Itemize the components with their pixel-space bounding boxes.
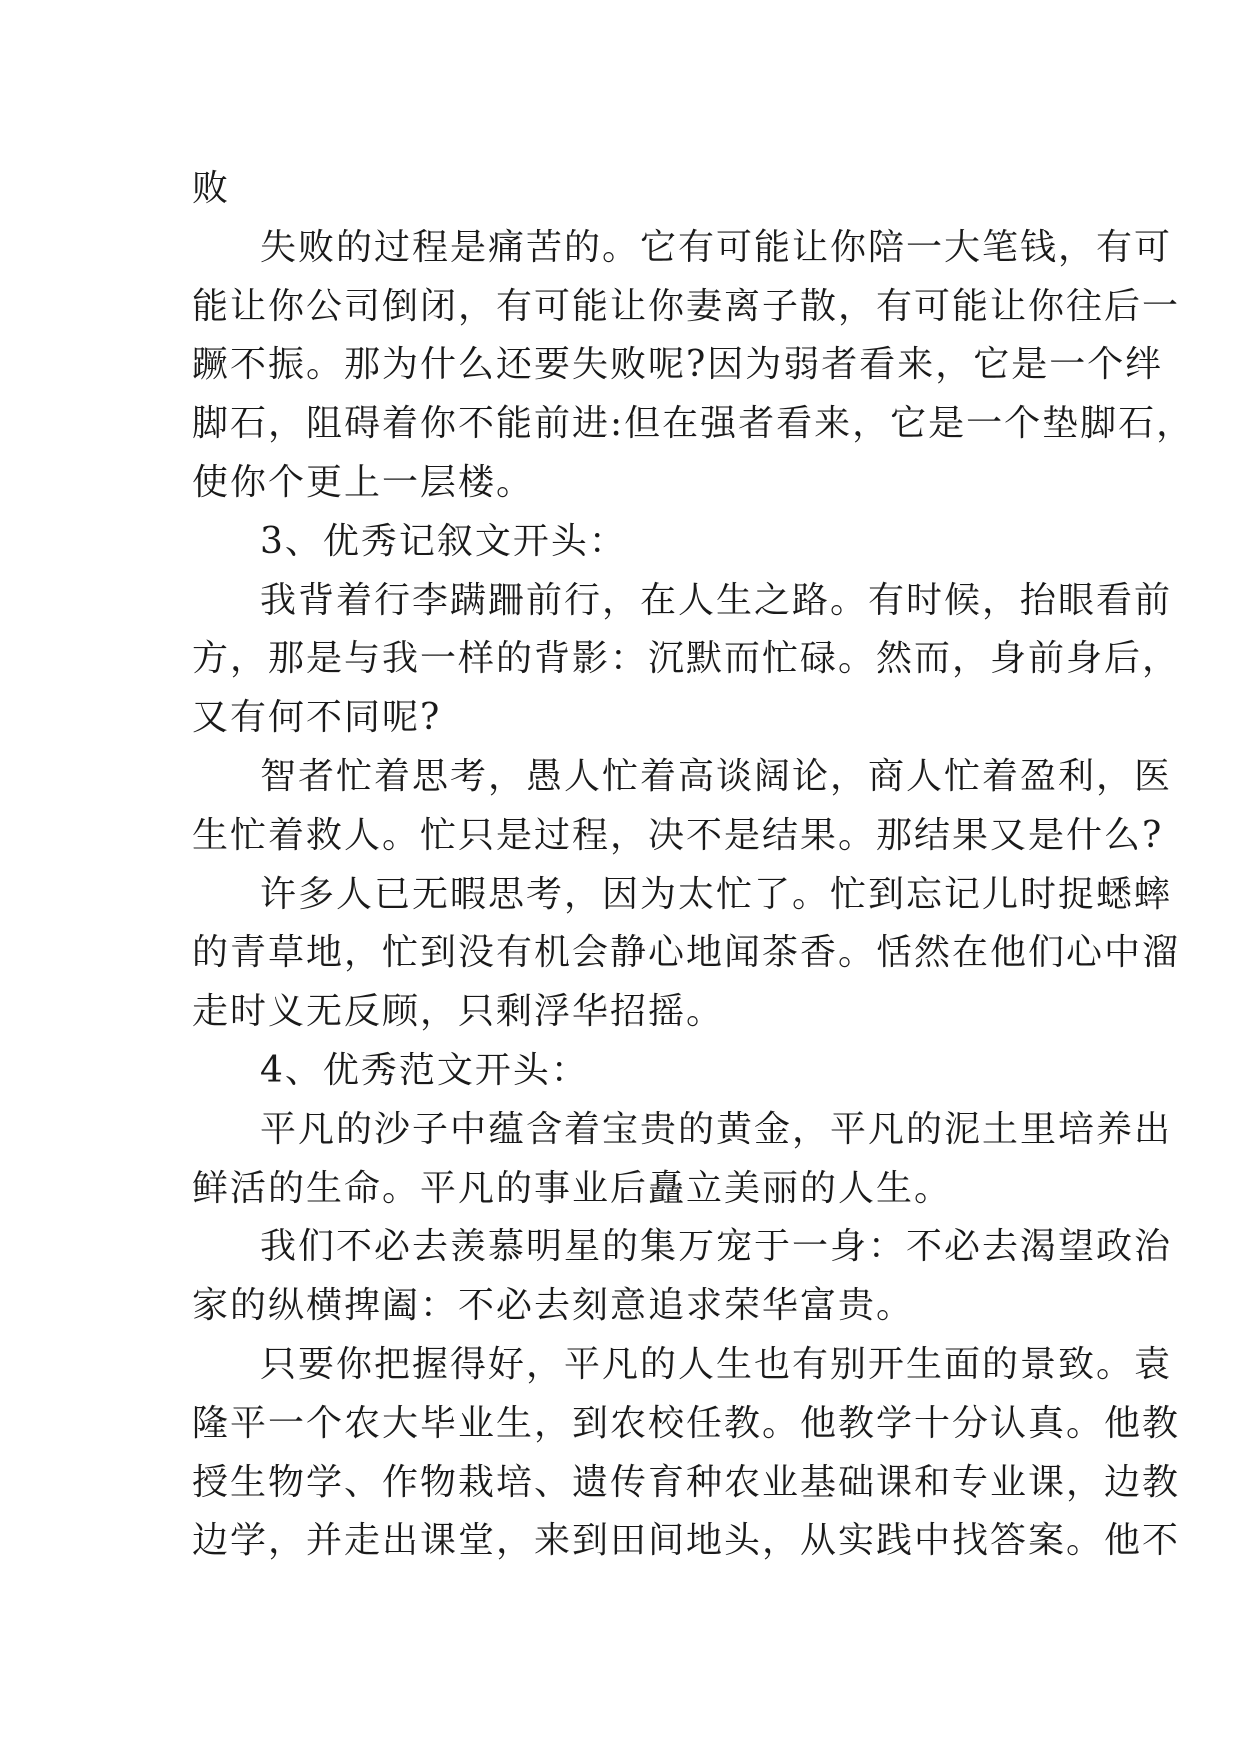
text-line-3: 能让你公司倒闭，有可能让你妻离子散，有可能让你往后一 xyxy=(192,285,1181,327)
text-line-18: 鲜活的生命。平凡的事业后矗立美丽的人生。 xyxy=(192,1167,953,1209)
text-line-17: 平凡的沙子中蕴含着宝贵的黄金，平凡的泥土里培养出 xyxy=(260,1108,1173,1150)
text-line-22: 隆平一个农大毕业生，到农校任教。他教学十分认真。他教 xyxy=(192,1402,1181,1444)
document-body xyxy=(192,160,1195,1571)
text-line-12: 生忙着救人。忙只是过程，决不是结果。那结果又是什么? xyxy=(192,814,1164,856)
text-line-9: 方，那是与我一样的背影：沉默而忙碌。然而，身前身后， xyxy=(192,638,1181,680)
text-line-2: 失败的过程是痛苦的。它有可能让你陪一大笔钱，有可 xyxy=(260,226,1173,268)
section-heading-3: 3、优秀记叙文开头： xyxy=(260,520,627,562)
section-heading-4: 4、优秀范文开头： xyxy=(260,1049,589,1091)
text-line-24: 边学，并走出课堂，来到田间地头，从实践中找答案。他不 xyxy=(192,1520,1181,1562)
text-line-14: 的青草地，忙到没有机会静心地闻茶香。恬然在他们心中溜 xyxy=(192,932,1181,974)
text-line-6: 使你个更上一层楼。 xyxy=(192,461,535,503)
text-line-11: 智者忙着思考，愚人忙着高谈阔论，商人忙着盈利，医 xyxy=(260,755,1173,797)
text-line-13: 许多人已无暇思考，因为太忙了。忙到忘记儿时捉蟋蟀 xyxy=(260,873,1173,915)
text-line-1: 败 xyxy=(192,168,231,209)
text-line-19: 我们不必去羡慕明星的集万宠于一身：不必去渴望政治 xyxy=(260,1226,1173,1268)
text-line-15: 走时义无反顾，只剩浮华招摇。 xyxy=(192,991,725,1033)
text-line-5: 脚石，阻碍着你不能前进:但在强者看来，它是一个垫脚石， xyxy=(192,403,1195,445)
text-line-23: 授生物学、作物栽培、遗传育种农业基础课和专业课，边教 xyxy=(192,1461,1181,1503)
text-line-10: 又有何不同呢? xyxy=(192,697,442,739)
text-line-8: 我背着行李蹒跚前行，在人生之路。有时候，抬眼看前 xyxy=(260,579,1173,621)
text-line-4: 蹶不振。那为什么还要失败呢?因为弱者看来，它是一个绊 xyxy=(192,344,1164,386)
text-line-20: 家的纵横捭阖：不必去刻意追求荣华富贵。 xyxy=(192,1285,915,1327)
text-line-21: 只要你把握得好，平凡的人生也有别开生面的景致。袁 xyxy=(260,1343,1173,1385)
